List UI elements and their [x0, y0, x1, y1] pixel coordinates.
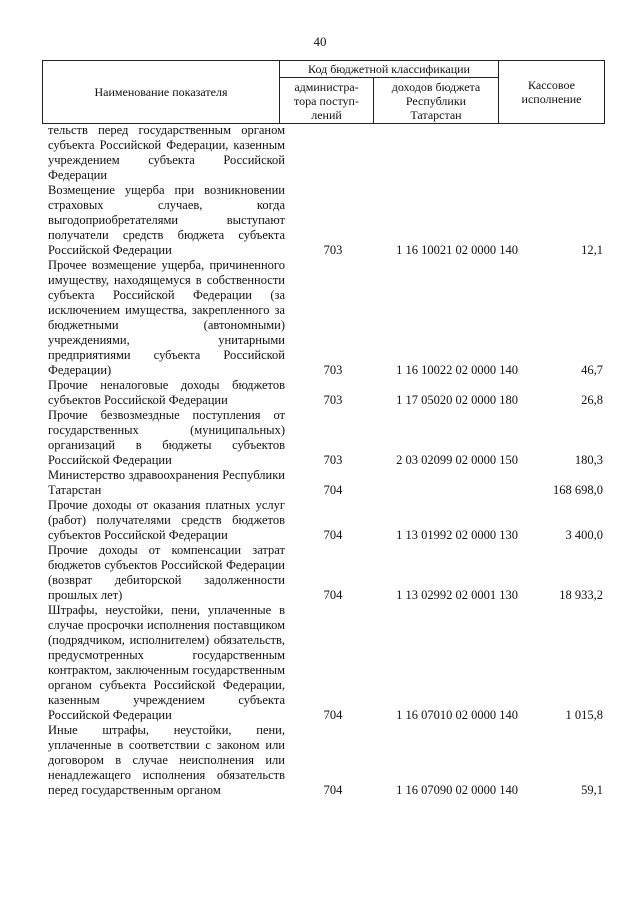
row-admin-code: 704 [323, 483, 343, 497]
row-income-code: 1 13 01992 02 0000 130 [396, 528, 518, 542]
row-income-code: 1 16 07090 02 0000 140 [396, 783, 518, 797]
row-name: Иные штрафы, неустойки, пени, уплаченные в соответствии с законом или договором в случае неисполнения или ненадлежащего исполнения обязательств перед государственным органом [48, 723, 285, 797]
row-name: Штрафы, неустойки, пени, уплаченные в случае просрочки исполнения поставщиком (подрядчиком, исполнителем) обязательств, предусмотренных государственным контрактом, заключенным государственным органом субъекта Российской Федерации, казенным учреждением субъекта Российской Федерации [48, 603, 285, 722]
row-income-code: 1 13 02992 02 0001 130 [396, 588, 518, 602]
row-admin-code: 704 [323, 528, 343, 542]
row-income-code: 2 03 02099 02 0000 150 [396, 453, 518, 467]
row-amount: 26,8 [581, 393, 603, 407]
row-admin-code: 703 [323, 393, 343, 407]
row-amount: 168 698,0 [553, 483, 603, 497]
header-income-column: доходов бюджета Республики Татарстан [391, 80, 481, 122]
table-row [48, 603, 603, 723]
row-admin-code: 704 [323, 708, 343, 722]
header-amount-column: Кассовое исполнение [521, 78, 582, 106]
table-row [48, 408, 603, 468]
table-row [48, 723, 603, 798]
row-name: Прочие неналоговые доходы бюджетов субъектов Российской Федерации [48, 378, 285, 407]
table-row [48, 498, 603, 543]
row-name: Прочие доходы от компенсации затрат бюджетов субъектов Российской Федерации (возврат дебиторской задолженности прошлых лет) [48, 543, 285, 602]
row-income-code: 1 17 05020 02 0000 180 [396, 393, 518, 407]
row-amount: 46,7 [581, 363, 603, 377]
table-row [48, 468, 603, 498]
row-amount: 1 015,8 [565, 708, 603, 722]
row-income-code: 1 16 10021 02 0000 140 [396, 243, 518, 257]
header-name-column: Наименование показателя [94, 85, 228, 99]
table-row [48, 258, 603, 378]
table-row [48, 378, 603, 408]
row-admin-code: 703 [323, 243, 343, 257]
row-name: тельств перед государственным органом субъекта Российской Федерации, казенным учреждением субъекта Российской Федерации [48, 123, 285, 182]
row-admin-code: 704 [323, 588, 343, 602]
row-amount: 18 933,2 [559, 588, 603, 602]
row-amount: 59,1 [581, 783, 603, 797]
header-classification-group: Код бюджетной классификации [308, 62, 470, 76]
page-number: 40 [313, 34, 327, 49]
table-row [48, 123, 603, 183]
header-admin-column: администра-тора поступ-лений [294, 80, 359, 122]
row-name: Прочее возмещение ущерба, причиненного имуществу, находящемуся в собственности субъекта Российской Федерации (за исключением имущества, закрепленного за бюджетными (автономными) учреждениями, унитарными предприятиями субъекта Российской Федерации) [48, 258, 285, 377]
row-admin-code: 703 [323, 363, 343, 377]
row-name: Министерство здравоохранения Республики Татарстан [48, 468, 285, 497]
row-name: Прочие безвозмездные поступления от государственных (муниципальных) организаций в бюджеты субъектов Российской Федерации [48, 408, 285, 467]
row-admin-code: 704 [323, 783, 343, 797]
row-amount: 180,3 [574, 453, 603, 467]
row-amount: 12,1 [581, 243, 603, 257]
row-admin-code: 703 [323, 453, 343, 467]
table-header [42, 60, 605, 124]
row-amount: 3 400,0 [565, 528, 603, 542]
row-income-code: 1 16 10022 02 0000 140 [396, 363, 518, 377]
row-income-code: 1 16 07010 02 0000 140 [396, 708, 518, 722]
table-body [48, 123, 603, 798]
row-name: Прочие доходы от оказания платных услуг (работ) получателями средств бюджетов субъектов Российской Федерации [48, 498, 285, 542]
table-row [48, 183, 603, 258]
row-name: Возмещение ущерба при возникновении страховых случаев, когда выгодоприобретателями выступают получатели средств бюджета субъекта Российской Федерации [48, 183, 285, 257]
table-row [48, 543, 603, 603]
